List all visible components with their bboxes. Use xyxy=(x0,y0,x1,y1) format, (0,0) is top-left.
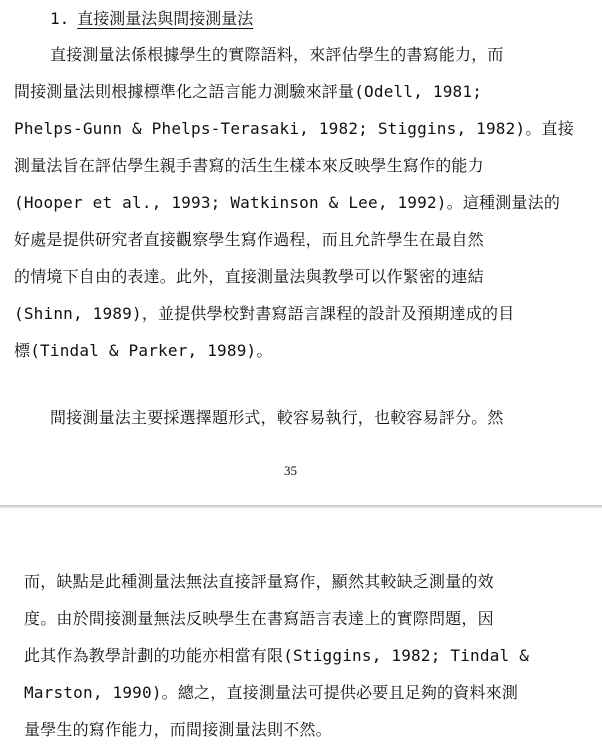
paragraph-line: 測量法旨在評估學生親手書寫的活生生樣本來反映學生寫作的能力 xyxy=(14,156,484,175)
paragraph-line: (Hooper et al., 1993; Watkinson & Lee, 1992)。這種測量法的 xyxy=(14,193,561,212)
paragraph-line: 而，缺點是此種測量法無法直接評量寫作，顯然其較缺乏測量的效 xyxy=(24,572,494,591)
paragraph-line: 量學生的寫作能力，而間接測量法則不然。 xyxy=(24,720,332,739)
paragraph-line: Phelps-Gunn & Phelps-Terasaki, 1982; Stiggins, 1982)。直接 xyxy=(14,119,574,138)
paragraph-line: 好處是提供研究者直接觀察學生寫作過程，而且允許學生在最自然 xyxy=(14,230,484,249)
paragraph-line: Marston, 1990)。總之，直接測量法可提供必要且足夠的資料來測 xyxy=(24,683,519,702)
paragraph-line: (Shinn, 1989)，並提供學校對書寫語言課程的設計及預期達成的目 xyxy=(14,304,515,323)
page-number: 35 xyxy=(284,463,297,478)
paragraph-line: 間接測量法主要採選擇題形式，較容易執行，也較容易評分。然 xyxy=(50,408,504,427)
paragraph-line: 間接測量法則根據標準化之語言能力測驗來評量(Odell, 1981; xyxy=(14,82,483,101)
paragraph-line: 度。由於間接測量無法反映學生在書寫語言表達上的實際問題，因 xyxy=(24,609,494,628)
paragraph-line: 標(Tindal & Parker, 1989)。 xyxy=(14,341,273,360)
section-number: 1. xyxy=(50,9,70,28)
section-title: 直接測量法與間接測量法 xyxy=(77,9,254,28)
paragraph-line: 直接測量法係根據學生的實際語料，來評估學生的書寫能力，而 xyxy=(50,45,504,64)
paragraph-line: 的情境下自由的表達。此外，直接測量法與教學可以作緊密的連結 xyxy=(14,267,484,286)
section-heading xyxy=(50,6,253,32)
document-page-36 xyxy=(0,508,602,754)
paragraph-line: 此其作為教學計劃的功能亦相當有限(Stiggins, 1982; Tindal & xyxy=(24,646,530,665)
